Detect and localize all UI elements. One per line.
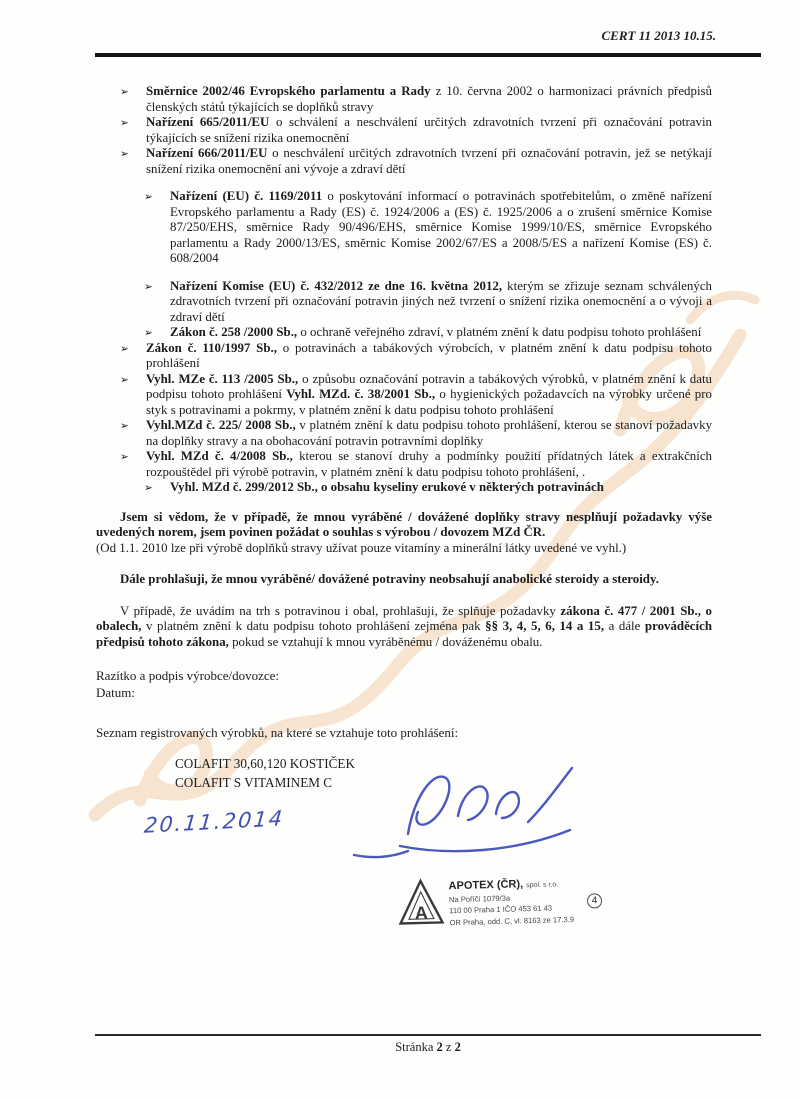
text-segment: o schválení a neschválení určitých zdravotních tvrzení při označování potravin týkajících se snížení rizika onemocnění xyxy=(146,115,712,145)
bold-text-segment: Nařízení 665/2011/EU xyxy=(146,115,270,129)
list-item xyxy=(96,115,712,146)
list-item xyxy=(96,189,712,267)
bullet-arrow-icon: ➢ xyxy=(144,280,153,293)
list-item xyxy=(96,372,712,419)
bold-text-segment: Vyhl. MZd č. 299/2012 Sb., o obsahu kyseliny erukové v některých potravinách xyxy=(170,480,604,494)
bold-text-segment: Vyhl.MZd č. 225/ 2008 Sb., xyxy=(146,418,296,432)
bullet-arrow-icon: ➢ xyxy=(144,482,153,494)
bullet-arrow-icon: ➢ xyxy=(120,451,129,463)
text-segment: o hygienických požadavcích na výrobky určené pro styk s potravinami a pokrmy, v platném znění k datu podpisu tohoto prohlášení xyxy=(146,387,712,417)
regulation-list xyxy=(96,84,712,496)
date-label: Datum: xyxy=(96,684,135,700)
list-item-text xyxy=(146,115,712,145)
company-stamp xyxy=(397,873,598,928)
text-segment: (Od 1.1. 2010 lze při výrobě doplňků stravy užívat pouze vitamíny a minerální látky uvedené ve vyhl.) xyxy=(96,540,627,555)
bullet-arrow-icon: ➢ xyxy=(120,342,129,355)
list-item xyxy=(96,325,712,341)
bold-text-segment: Jsem si vědom, že v případě, že mnou vyráběné / dovážené doplňky stravy nesplňují požadavky výše uvedených norem, jsem povinen požádat o souhlas s výrobou / dovozem MZd ČR. xyxy=(96,509,712,539)
content xyxy=(96,0,712,792)
list-item xyxy=(96,341,712,372)
bold-text-segment: Vyhl. MZd č. 4/2008 Sb., xyxy=(146,449,293,463)
bold-text-segment: Vyhl. MZe č. 113 /2005 Sb., xyxy=(146,371,299,386)
bold-text-segment: Nařízení Komise (EU) č. 432/2012 ze dne 16. května 2012, xyxy=(170,278,503,293)
bullet-arrow-icon: ➢ xyxy=(144,191,153,203)
text-segment: z 10. června 2002 o harmonizaci právních předpisů členských států týkajících se doplňků stravy xyxy=(146,84,712,114)
list-item-text xyxy=(170,325,701,339)
handwritten-date: 20.11.2014 xyxy=(143,806,286,838)
products-heading: Seznam registrovaných výrobků, na které se vztahuje toto prohlášení: xyxy=(96,725,459,740)
footer-rule xyxy=(95,1034,761,1036)
bold-text-segment: Dále prohlašuji, že mnou vyráběné/ dovážené potraviny neobsahují anabolické steroidy a steroidy. xyxy=(120,572,659,586)
list-item-text xyxy=(146,84,712,114)
text-segment: V případě, že uvádím na trh s potravinou i obal, prohlašuji, že splňuje požadavky xyxy=(120,603,561,618)
footer-page-number: 2 xyxy=(436,1040,443,1054)
list-item-text xyxy=(170,480,604,494)
bold-text-segment: Zákon č. 258 /2000 Sb., xyxy=(170,325,298,339)
list-item xyxy=(96,418,712,449)
text-segment: v platném znění k datu podpisu tohoto prohlášení, kterou se stanoví požadavky na doplňky stravy a na obohacování potravin potravními doplňky xyxy=(146,418,713,448)
stamp-number-badge: 4 xyxy=(587,893,602,908)
bold-text-segment: Zákon č. 110/1997 Sb., xyxy=(146,340,277,355)
list-item xyxy=(96,84,712,115)
footer-total-pages: 2 xyxy=(454,1040,461,1054)
signature-labels xyxy=(96,668,712,701)
text-segment: o ochraně veřejného zdraví, v platném znění k datu podpisu tohoto prohlášení xyxy=(297,325,702,339)
text-segment: o potravinách a tabákových výrobcích, v platném znění k datu podpisu tohoto prohlášení xyxy=(146,340,712,370)
product-item: COLAFIT S VITAMINEM C xyxy=(175,774,333,790)
list-item xyxy=(96,279,712,326)
footer-of: z xyxy=(442,1040,455,1054)
list-item-text xyxy=(146,418,712,448)
bold-text-segment: zákona č. 477 / 2001 Sb., o obalech, xyxy=(96,603,712,633)
bold-text-segment: Vyhl. MZd. č. 38/2001 Sb., xyxy=(286,387,436,401)
stamp-company-name: APOTEX (ČR), xyxy=(448,878,524,893)
bullet-arrow-icon: ➢ xyxy=(120,148,129,160)
text-segment: o neschválení určitých zdravotních tvrzení při označování potravin, jež se netýkají snížení rizika onemocnění ani vývoje a zdraví dětí xyxy=(146,146,713,176)
stamp-text xyxy=(448,874,574,927)
bold-text-segment: Nařízení 666/2011/EU xyxy=(146,146,268,160)
bold-text-segment: §§ 3, 4, 5, 6, 14 a 15, xyxy=(485,619,605,633)
footer-prefix: Stránka xyxy=(395,1040,437,1054)
apotex-logo-icon xyxy=(397,877,444,926)
stamp-company-suffix: spol. s r.o. xyxy=(526,881,559,890)
stamp-address-city: 110 00 Praha 1 IČO 453 61 43 xyxy=(449,903,553,916)
text-segment: kterou se stanoví druhy a podmínky použití přídatných látek a extrakčních rozpouštědel při výrobě potravin, v platném znění k datu podpisu tohoto prohlášení, . xyxy=(146,449,712,479)
signature-scribble xyxy=(330,758,590,863)
list-item-text xyxy=(146,146,712,176)
list-item xyxy=(96,146,712,177)
text-segment: a dále xyxy=(604,619,645,633)
bullet-arrow-icon: ➢ xyxy=(120,373,129,386)
text-segment: v platném znění k datu podpisu tohoto prohlášení zejména pak xyxy=(141,619,486,633)
list-item-text xyxy=(146,341,712,371)
text-segment: o způsobu označování potravin a tabákových výrobků, v platném znění k datu podpisu tohoto prohlášení xyxy=(146,371,712,401)
bullet-arrow-icon: ➢ xyxy=(144,327,153,339)
text-segment: kterým se zřizuje seznam schválených zdravotních tvrzení při označování potravin jiných než tvrzení o snížení rizika onemocnění a o vývoji a zdraví dětí xyxy=(170,278,712,324)
list-item-text xyxy=(146,372,712,417)
bold-text-segment: Směrnice 2002/46 Evropského parlamentu a Rady xyxy=(146,84,431,98)
paragraph-note xyxy=(96,541,712,557)
page-footer xyxy=(95,1040,761,1055)
text-segment: pokud se vztahují k mnou vyráběnému / dováženému obalu. xyxy=(228,634,543,649)
bullet-arrow-icon: ➢ xyxy=(120,420,129,432)
text-segment: o poskytování informací o potravinách spotřebitelům, o změně nařízení Evropského parlamentu a Rady (ES) č. 1924/2006 a (ES) č. 1925/2006 a o zrušení směrnice Komise 87/250/EHS, směrnice Rady 90/496/EHS, směrnice Komise 1999/10/ES, směrnice Evropského parlamentu a Rady 2000/13/ES, směrnic Komise 2002/67/ES a 2008/5/ES a nařízení Komise (ES) č. 608/2004 xyxy=(170,189,712,265)
list-item-text xyxy=(146,449,712,479)
header-cert: CERT 11 2013 10.15. xyxy=(601,28,716,43)
bullet-arrow-icon: ➢ xyxy=(120,117,129,129)
stamp-register-line: OR Praha, odd. C, vl. 8163 ze 17.3.9 xyxy=(449,914,575,927)
bold-text-segment: Nařízení (EU) č. 1169/2011 xyxy=(170,189,323,203)
stamp-address-street: Na Poříčí 1079/3a xyxy=(448,893,511,904)
stamp-logo-letter: A xyxy=(414,902,429,924)
paragraph-packaging xyxy=(96,604,712,651)
paragraph-declaration xyxy=(96,510,712,541)
list-item-text xyxy=(170,279,712,324)
stamp-signature-label: Razítko a podpis výrobce/dovozce: xyxy=(96,668,280,683)
bold-text-segment: prováděcích předpisů tohoto zákona, xyxy=(96,619,712,649)
product-item: COLAFIT 30,60,120 KOSTIČEK xyxy=(175,756,355,771)
list-item-text xyxy=(170,189,712,265)
bullet-arrow-icon: ➢ xyxy=(120,86,129,98)
list-item xyxy=(96,480,712,496)
paragraph-steroids xyxy=(96,572,712,588)
list-item xyxy=(96,449,712,480)
